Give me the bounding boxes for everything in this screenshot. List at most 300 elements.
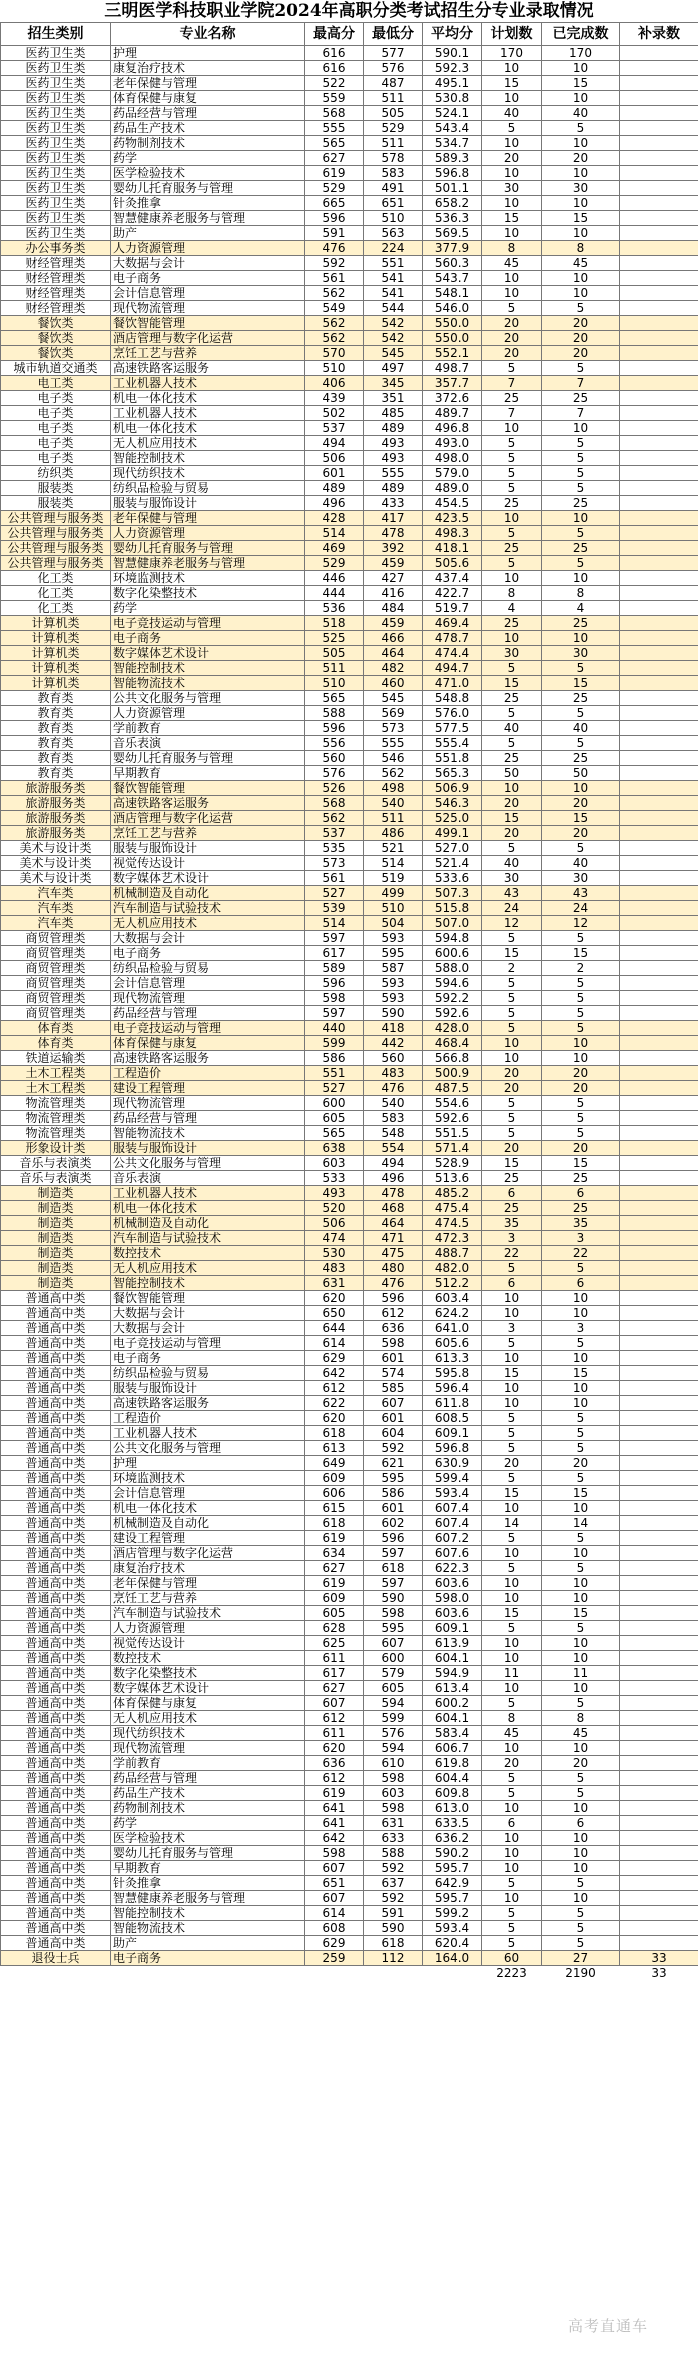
- cell-max-score: 474: [305, 1231, 364, 1246]
- cell-completed: 5: [542, 661, 620, 676]
- cell-max-score: 588: [305, 706, 364, 721]
- cell-avg-score: 493.0: [423, 436, 482, 451]
- cell-completed: 10: [542, 421, 620, 436]
- cell-completed: 5: [542, 976, 620, 991]
- cell-plan: 10: [482, 1291, 542, 1306]
- cell-major: 高速铁路客运服务: [111, 361, 305, 376]
- cell-major: 老年保健与管理: [111, 1576, 305, 1591]
- cell-plan: 5: [482, 1531, 542, 1546]
- table-row: [1, 826, 698, 841]
- cell-max-score: 522: [305, 76, 364, 91]
- cell-min-score: 590: [364, 1006, 423, 1021]
- table-row: [1, 1876, 698, 1891]
- cell-avg-score: 596.4: [423, 1381, 482, 1396]
- cell-major: 机电一体化技术: [111, 391, 305, 406]
- cell-avg-score: 530.8: [423, 91, 482, 106]
- cell-plan: 15: [482, 811, 542, 826]
- cell-plan: 5: [482, 466, 542, 481]
- cell-plan: 10: [482, 1036, 542, 1051]
- cell-avg-score: 495.1: [423, 76, 482, 91]
- cell-major: 电子商务: [111, 1351, 305, 1366]
- table-row: [1, 781, 698, 796]
- cell-avg-score: 546.3: [423, 796, 482, 811]
- cell-min-score: 603: [364, 1786, 423, 1801]
- cell-major: 会计信息管理: [111, 1486, 305, 1501]
- cell-max-score: 537: [305, 826, 364, 841]
- cell-min-score: 573: [364, 721, 423, 736]
- table-row: [1, 856, 698, 871]
- cell-major: 汽车制造与试验技术: [111, 1231, 305, 1246]
- table-row: [1, 571, 698, 586]
- cell-plan: 10: [482, 61, 542, 76]
- table-body: [1, 46, 698, 1966]
- cell-category: 普通高中类: [1, 1771, 111, 1786]
- cell-min-score: 631: [364, 1816, 423, 1831]
- cell-category: 退役士兵: [1, 1951, 111, 1966]
- cell-category: 医药卫生类: [1, 166, 111, 181]
- cell-max-score: 259: [305, 1951, 364, 1966]
- cell-plan: 24: [482, 901, 542, 916]
- cell-category: 服装类: [1, 496, 111, 511]
- cell-major: 酒店管理与数字化运营: [111, 331, 305, 346]
- table-row: [1, 1696, 698, 1711]
- cell-plan: 40: [482, 856, 542, 871]
- cell-max-score: 596: [305, 721, 364, 736]
- cell-plan: 5: [482, 1261, 542, 1276]
- cell-max-score: 617: [305, 946, 364, 961]
- cell-plan: 10: [482, 1576, 542, 1591]
- cell-completed: 10: [542, 1351, 620, 1366]
- cell-plan: 60: [482, 1951, 542, 1966]
- cell-min-score: 598: [364, 1606, 423, 1621]
- cell-plan: 20: [482, 1066, 542, 1081]
- cell-category: 医药卫生类: [1, 226, 111, 241]
- cell-max-score: 642: [305, 1831, 364, 1846]
- cell-avg-score: 605.6: [423, 1336, 482, 1351]
- cell-supplementary: [620, 1591, 698, 1606]
- cell-completed: 5: [542, 1561, 620, 1576]
- cell-supplementary: [620, 1516, 698, 1531]
- cell-min-score: 468: [364, 1201, 423, 1216]
- cell-min-score: 594: [364, 1741, 423, 1756]
- cell-min-score: 480: [364, 1261, 423, 1276]
- cell-category: 计算机类: [1, 616, 111, 631]
- cell-major: 烹饪工艺与营养: [111, 1591, 305, 1606]
- cell-supplementary: [620, 1846, 698, 1861]
- cell-category: 计算机类: [1, 676, 111, 691]
- cell-category: 商贸管理类: [1, 1006, 111, 1021]
- cell-supplementary: [620, 1771, 698, 1786]
- cell-completed: 10: [542, 1831, 620, 1846]
- cell-supplementary: [620, 316, 698, 331]
- cell-avg-score: 600.6: [423, 946, 482, 961]
- cell-major: 护理: [111, 1456, 305, 1471]
- cell-major: 老年保健与管理: [111, 511, 305, 526]
- table-row: [1, 1621, 698, 1636]
- cell-supplementary: [620, 976, 698, 991]
- cell-min-score: 459: [364, 616, 423, 631]
- cell-min-score: 592: [364, 1441, 423, 1456]
- cell-category: 普通高中类: [1, 1561, 111, 1576]
- cell-supplementary: [620, 481, 698, 496]
- cell-category: 普通高中类: [1, 1756, 111, 1771]
- cell-min-score: 605: [364, 1681, 423, 1696]
- cell-major: 工业机器人技术: [111, 1426, 305, 1441]
- cell-supplementary: [620, 1051, 698, 1066]
- header-min-score: 最低分: [364, 23, 423, 46]
- cell-supplementary: [620, 286, 698, 301]
- table-row: [1, 1846, 698, 1861]
- table-row: [1, 391, 698, 406]
- cell-major: 婴幼儿托育服务与管理: [111, 181, 305, 196]
- cell-completed: 5: [542, 991, 620, 1006]
- cell-min-score: 602: [364, 1516, 423, 1531]
- cell-major: 工业机器人技术: [111, 376, 305, 391]
- cell-category: 普通高中类: [1, 1291, 111, 1306]
- table-row: [1, 676, 698, 691]
- cell-plan: 5: [482, 976, 542, 991]
- cell-category: 普通高中类: [1, 1741, 111, 1756]
- cell-avg-score: 550.0: [423, 331, 482, 346]
- cell-avg-score: 551.5: [423, 1126, 482, 1141]
- cell-supplementary: [620, 1486, 698, 1501]
- cell-supplementary: [620, 811, 698, 826]
- cell-max-score: 642: [305, 1366, 364, 1381]
- table-row: [1, 1126, 698, 1141]
- table-row: [1, 1741, 698, 1756]
- cell-min-score: 484: [364, 601, 423, 616]
- cell-avg-score: 527.0: [423, 841, 482, 856]
- cell-avg-score: 551.8: [423, 751, 482, 766]
- cell-major: 康复治疗技术: [111, 61, 305, 76]
- cell-completed: 6: [542, 1276, 620, 1291]
- cell-plan: 11: [482, 1666, 542, 1681]
- table-row: [1, 256, 698, 271]
- table-row: [1, 196, 698, 211]
- cell-major: 数字媒体艺术设计: [111, 871, 305, 886]
- cell-max-score: 620: [305, 1411, 364, 1426]
- cell-min-score: 569: [364, 706, 423, 721]
- cell-plan: 20: [482, 1456, 542, 1471]
- cell-plan: 3: [482, 1321, 542, 1336]
- cell-category: 汽车类: [1, 901, 111, 916]
- table-row: [1, 646, 698, 661]
- cell-min-score: 597: [364, 1546, 423, 1561]
- cell-max-score: 536: [305, 601, 364, 616]
- cell-max-score: 611: [305, 1726, 364, 1741]
- table-row: [1, 496, 698, 511]
- cell-plan: 10: [482, 1351, 542, 1366]
- cell-major: 智能控制技术: [111, 661, 305, 676]
- cell-major: 大数据与会计: [111, 1321, 305, 1336]
- cell-completed: 5: [542, 1771, 620, 1786]
- cell-plan: 10: [482, 1636, 542, 1651]
- cell-completed: 10: [542, 136, 620, 151]
- cell-category: 医药卫生类: [1, 136, 111, 151]
- cell-min-score: 577: [364, 46, 423, 61]
- cell-min-score: 651: [364, 196, 423, 211]
- cell-max-score: 530: [305, 1246, 364, 1261]
- cell-plan: 6: [482, 1186, 542, 1201]
- cell-category: 电工类: [1, 376, 111, 391]
- cell-supplementary: [620, 1801, 698, 1816]
- cell-completed: 5: [542, 301, 620, 316]
- cell-avg-score: 613.0: [423, 1801, 482, 1816]
- cell-avg-score: 593.4: [423, 1486, 482, 1501]
- table-row: [1, 796, 698, 811]
- cell-plan: 5: [482, 931, 542, 946]
- cell-max-score: 555: [305, 121, 364, 136]
- cell-avg-score: 603.6: [423, 1606, 482, 1621]
- cell-max-score: 586: [305, 1051, 364, 1066]
- cell-supplementary: [620, 661, 698, 676]
- cell-completed: 10: [542, 511, 620, 526]
- cell-plan: 5: [482, 1936, 542, 1951]
- cell-major: 机械制造及自动化: [111, 1516, 305, 1531]
- cell-supplementary: [620, 751, 698, 766]
- cell-supplementary: [620, 1831, 698, 1846]
- cell-avg-score: 500.9: [423, 1066, 482, 1081]
- cell-min-score: 510: [364, 211, 423, 226]
- cell-plan: 5: [482, 1411, 542, 1426]
- cell-avg-score: 543.7: [423, 271, 482, 286]
- cell-plan: 10: [482, 271, 542, 286]
- cell-plan: 25: [482, 616, 542, 631]
- cell-max-score: 607: [305, 1891, 364, 1906]
- cell-avg-score: 609.1: [423, 1426, 482, 1441]
- cell-category: 教育类: [1, 751, 111, 766]
- cell-category: 美术与设计类: [1, 871, 111, 886]
- cell-min-score: 595: [364, 946, 423, 961]
- cell-supplementary: [620, 1216, 698, 1231]
- cell-completed: 5: [542, 481, 620, 496]
- cell-completed: 10: [542, 271, 620, 286]
- cell-max-score: 615: [305, 1501, 364, 1516]
- cell-completed: 10: [542, 1846, 620, 1861]
- cell-min-score: 555: [364, 466, 423, 481]
- table-row: [1, 1921, 698, 1936]
- table-row: [1, 1516, 698, 1531]
- cell-min-score: 583: [364, 1111, 423, 1126]
- cell-completed: 5: [542, 1696, 620, 1711]
- header-plan: 计划数: [482, 23, 542, 46]
- table-row: [1, 1276, 698, 1291]
- cell-max-score: 483: [305, 1261, 364, 1276]
- cell-plan: 5: [482, 436, 542, 451]
- cell-completed: 10: [542, 1651, 620, 1666]
- cell-completed: 10: [542, 226, 620, 241]
- cell-major: 高速铁路客运服务: [111, 1396, 305, 1411]
- cell-category: 普通高中类: [1, 1801, 111, 1816]
- cell-min-score: 493: [364, 451, 423, 466]
- cell-major: 环境监测技术: [111, 1471, 305, 1486]
- table-row: [1, 166, 698, 181]
- cell-min-score: 442: [364, 1036, 423, 1051]
- cell-avg-score: 507.3: [423, 886, 482, 901]
- cell-category: 普通高中类: [1, 1366, 111, 1381]
- cell-completed: 14: [542, 1516, 620, 1531]
- cell-supplementary: [620, 1366, 698, 1381]
- cell-category: 医药卫生类: [1, 91, 111, 106]
- cell-plan: 5: [482, 1111, 542, 1126]
- cell-major: 药学: [111, 601, 305, 616]
- cell-max-score: 520: [305, 1201, 364, 1216]
- cell-plan: 20: [482, 1756, 542, 1771]
- cell-major: 婴幼儿托育服务与管理: [111, 1846, 305, 1861]
- cell-major: 机械制造及自动化: [111, 1216, 305, 1231]
- cell-min-score: 546: [364, 751, 423, 766]
- cell-category: 公共管理与服务类: [1, 511, 111, 526]
- cell-plan: 15: [482, 1366, 542, 1381]
- table-row: [1, 181, 698, 196]
- cell-avg-score: 501.1: [423, 181, 482, 196]
- cell-supplementary: [620, 556, 698, 571]
- cell-plan: 10: [482, 1381, 542, 1396]
- cell-max-score: 597: [305, 1006, 364, 1021]
- cell-avg-score: 437.4: [423, 571, 482, 586]
- cell-plan: 5: [482, 301, 542, 316]
- cell-avg-score: 494.7: [423, 661, 482, 676]
- cell-completed: 20: [542, 316, 620, 331]
- cell-plan: 5: [482, 736, 542, 751]
- cell-avg-score: 489.7: [423, 406, 482, 421]
- cell-avg-score: 589.3: [423, 151, 482, 166]
- cell-max-score: 502: [305, 406, 364, 421]
- cell-major: 汽车制造与试验技术: [111, 1606, 305, 1621]
- cell-completed: 15: [542, 811, 620, 826]
- table-row: [1, 526, 698, 541]
- cell-max-score: 551: [305, 1066, 364, 1081]
- cell-completed: 15: [542, 1606, 620, 1621]
- cell-major: 大数据与会计: [111, 256, 305, 271]
- cell-category: 美术与设计类: [1, 841, 111, 856]
- cell-category: 旅游服务类: [1, 796, 111, 811]
- cell-supplementary: [620, 571, 698, 586]
- table-row: [1, 1936, 698, 1951]
- cell-completed: 20: [542, 1141, 620, 1156]
- cell-avg-score: 579.0: [423, 466, 482, 481]
- cell-category: 普通高中类: [1, 1441, 111, 1456]
- cell-category: 教育类: [1, 736, 111, 751]
- cell-category: 普通高中类: [1, 1426, 111, 1441]
- cell-completed: 10: [542, 196, 620, 211]
- cell-completed: 20: [542, 1456, 620, 1471]
- cell-max-score: 598: [305, 991, 364, 1006]
- cell-supplementary: [620, 841, 698, 856]
- cell-plan: 25: [482, 496, 542, 511]
- cell-category: 公共管理与服务类: [1, 556, 111, 571]
- cell-max-score: 597: [305, 931, 364, 946]
- cell-category: 普通高中类: [1, 1936, 111, 1951]
- cell-supplementary: [620, 361, 698, 376]
- table-row: [1, 451, 698, 466]
- cell-completed: 5: [542, 1786, 620, 1801]
- cell-avg-score: 487.5: [423, 1081, 482, 1096]
- cell-plan: 10: [482, 196, 542, 211]
- cell-major: 服装与服饰设计: [111, 1141, 305, 1156]
- cell-avg-score: 418.1: [423, 541, 482, 556]
- cell-category: 医药卫生类: [1, 151, 111, 166]
- cell-category: 普通高中类: [1, 1381, 111, 1396]
- cell-max-score: 641: [305, 1801, 364, 1816]
- cell-category: 医药卫生类: [1, 211, 111, 226]
- cell-plan: 5: [482, 1696, 542, 1711]
- cell-max-score: 559: [305, 91, 364, 106]
- cell-category: 旅游服务类: [1, 811, 111, 826]
- cell-plan: 5: [482, 1921, 542, 1936]
- table-row: [1, 706, 698, 721]
- cell-category: 医药卫生类: [1, 76, 111, 91]
- cell-max-score: 549: [305, 301, 364, 316]
- cell-avg-score: 428.0: [423, 1021, 482, 1036]
- cell-supplementary: [620, 1351, 698, 1366]
- cell-supplementary: [620, 391, 698, 406]
- cell-supplementary: [620, 601, 698, 616]
- cell-category: 体育类: [1, 1036, 111, 1051]
- cell-category: 汽车类: [1, 886, 111, 901]
- cell-avg-score: 576.0: [423, 706, 482, 721]
- cell-supplementary: [620, 1381, 698, 1396]
- cell-completed: 20: [542, 346, 620, 361]
- cell-major: 药品经营与管理: [111, 1771, 305, 1786]
- cell-supplementary: [620, 76, 698, 91]
- cell-major: 现代物流管理: [111, 301, 305, 316]
- cell-major: 电子商务: [111, 631, 305, 646]
- cell-category: 普通高中类: [1, 1336, 111, 1351]
- cell-supplementary: 33: [620, 1951, 698, 1966]
- cell-max-score: 627: [305, 1561, 364, 1576]
- totals-supplementary: 33: [651, 1966, 667, 1980]
- cell-plan: 25: [482, 691, 542, 706]
- cell-max-score: 628: [305, 1621, 364, 1636]
- cell-min-score: 486: [364, 826, 423, 841]
- cell-supplementary: [620, 1426, 698, 1441]
- cell-major: 工程造价: [111, 1411, 305, 1426]
- cell-completed: 5: [542, 736, 620, 751]
- cell-max-score: 607: [305, 1861, 364, 1876]
- cell-plan: 22: [482, 1246, 542, 1261]
- cell-plan: 8: [482, 1711, 542, 1726]
- table-row: [1, 76, 698, 91]
- cell-plan: 5: [482, 1006, 542, 1021]
- table-row: [1, 1501, 698, 1516]
- cell-category: 普通高中类: [1, 1876, 111, 1891]
- cell-completed: 20: [542, 796, 620, 811]
- cell-min-score: 551: [364, 256, 423, 271]
- cell-max-score: 439: [305, 391, 364, 406]
- cell-supplementary: [620, 1231, 698, 1246]
- cell-completed: 5: [542, 1126, 620, 1141]
- cell-supplementary: [620, 766, 698, 781]
- cell-min-score: 464: [364, 646, 423, 661]
- cell-category: 制造类: [1, 1201, 111, 1216]
- cell-plan: 43: [482, 886, 542, 901]
- cell-max-score: 428: [305, 511, 364, 526]
- table-row: [1, 1186, 698, 1201]
- cell-completed: 5: [542, 706, 620, 721]
- table-row: [1, 1066, 698, 1081]
- cell-category: 电子类: [1, 406, 111, 421]
- totals-empty-3: [305, 1966, 364, 1981]
- cell-max-score: 617: [305, 1666, 364, 1681]
- cell-major: 助产: [111, 1936, 305, 1951]
- cell-avg-score: 454.5: [423, 496, 482, 511]
- cell-supplementary: [620, 1141, 698, 1156]
- cell-major: 医学检验技术: [111, 166, 305, 181]
- cell-max-score: 560: [305, 751, 364, 766]
- header-supplementary: 补录数: [620, 23, 698, 46]
- cell-major: 智慧健康养老服务与管理: [111, 211, 305, 226]
